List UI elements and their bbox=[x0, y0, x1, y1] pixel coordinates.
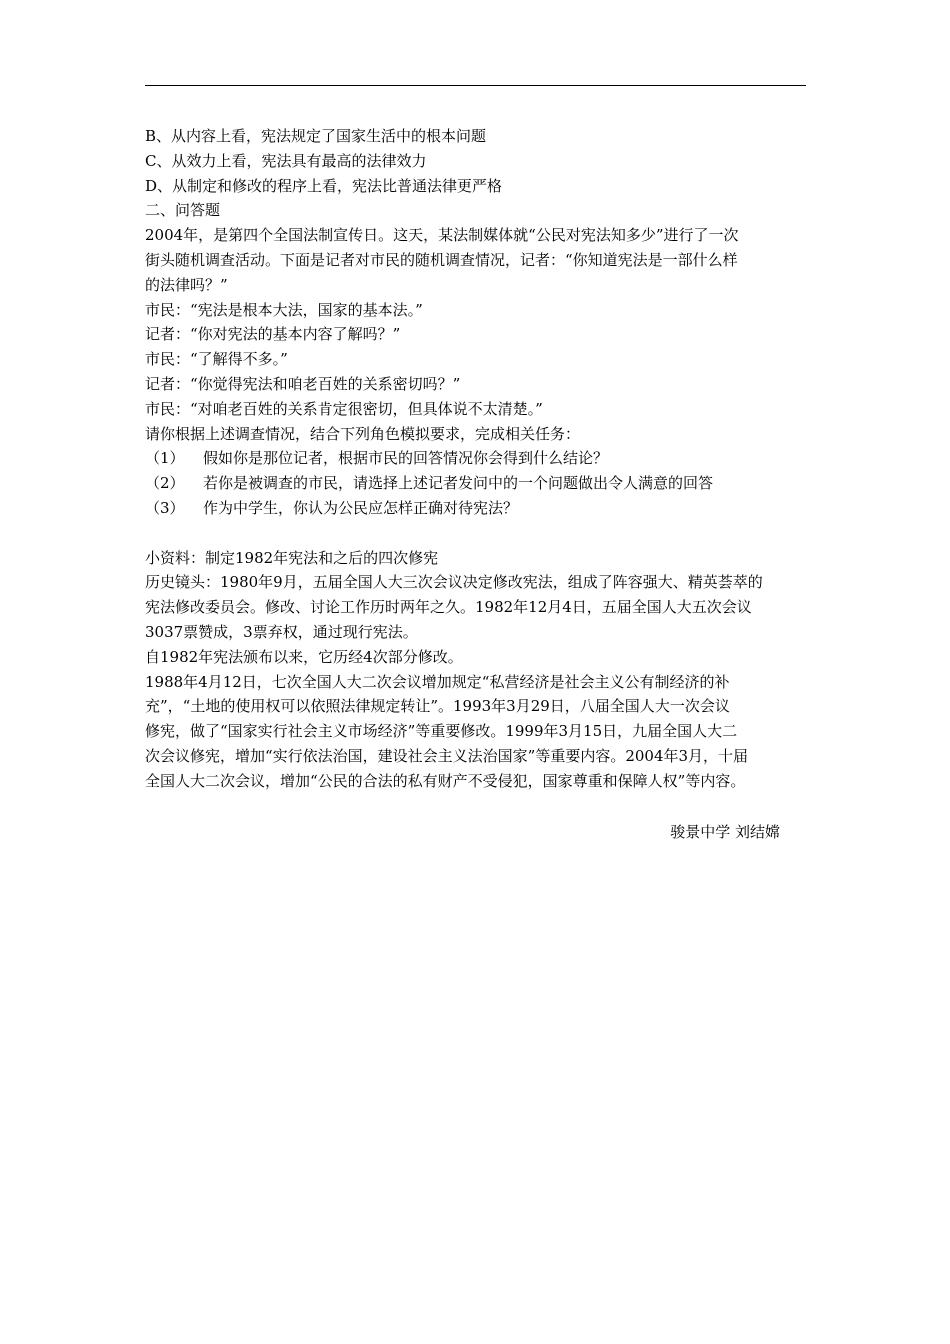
header-rule bbox=[145, 85, 806, 86]
material-title: 小资料：制定1982年宪法和之后的四次修宪 bbox=[145, 548, 439, 567]
task-text: 假如你是那位记者，根据市民的回答情况你会得到什么结论？ bbox=[203, 449, 609, 468]
section-title: 二、问答题 bbox=[145, 201, 221, 220]
question-intro-line: 2004年，是第四个全国法制宣传日。这天，某法制媒体就“公民对宪法知多少”进行了一次 bbox=[145, 226, 739, 245]
task-text: 若你是被调查的市民，请选择上述记者发问中的一个问题做出令人满意的回答 bbox=[203, 474, 714, 493]
dialogue-line: 记者：“你对宪法的基本内容了解吗？” bbox=[145, 325, 401, 344]
dialogue-line: 记者：“你觉得宪法和咱老百姓的关系密切吗？” bbox=[145, 374, 461, 393]
option-b: B、从内容上看，宪法规定了国家生活中的根本问题 bbox=[145, 127, 487, 145]
task-number: （1） bbox=[145, 449, 185, 468]
dialogue-line: 市民：“对咱老百姓的关系肯定很密切，但具体说不太清楚。” bbox=[145, 399, 543, 418]
question-intro-line: 街头随机调查活动。下面是记者对市民的随机调查情况，记者：“你知道宪法是一部什么样 bbox=[145, 250, 738, 269]
option-d: D、从制定和修改的程序上看，宪法比普通法律更严格 bbox=[145, 176, 503, 195]
task-item bbox=[145, 496, 820, 521]
task-number: （2） bbox=[145, 474, 185, 493]
author-signature: 骏景中学 刘结嫦 bbox=[670, 822, 780, 841]
material-line: 历史镜头：1980年9月，五届全国人大三次会议决定修改宪法，组成了阵容强大、精英荟萃的 bbox=[145, 573, 763, 592]
dialogue-line: 市民：“宪法是根本大法，国家的基本法。” bbox=[145, 300, 423, 319]
material-line: 3037票赞成，3票弃权，通过现行宪法。 bbox=[145, 622, 418, 641]
material-line: 宪法修改委员会。修改、讨论工作历时两年之久。1982年12月4日，五届全国人大五次会议 bbox=[145, 598, 752, 617]
task-number: （3） bbox=[145, 498, 185, 517]
material-line: 1988年4月12日，七次全国人大二次会议增加规定“私营经济是社会主义公有制经济的补 bbox=[145, 672, 730, 691]
material-line: 充”，“土地的使用权可以依照法律规定转让”。1993年3月29日，八届全国人大一次会议 bbox=[145, 697, 730, 716]
dialogue-line: 市民：“了解得不多。” bbox=[145, 350, 288, 369]
material-line: 修宪，做了“国家实行社会主义市场经济”等重要修改。1999年3月15日，九届全国人大二 bbox=[145, 722, 738, 741]
blank-line bbox=[145, 521, 820, 546]
question-intro-line: 的法律吗？” bbox=[145, 275, 228, 294]
task-item bbox=[145, 446, 820, 471]
material-line: 次会议修宪，增加“实行依法治国，建设社会主义法治国家”等重要内容。2004年3月，十届 bbox=[145, 746, 749, 765]
material-line: 自1982年宪法颁布以来，它历经4次部分修改。 bbox=[145, 647, 463, 666]
task-text: 作为中学生，你认为公民应怎样正确对待宪法？ bbox=[203, 498, 519, 517]
task-item bbox=[145, 471, 820, 496]
task-intro: 请你根据上述调查情况，结合下列角色模拟要求，完成相关任务： bbox=[145, 424, 581, 443]
document-body bbox=[145, 124, 820, 844]
option-c: C、从效力上看，宪法具有最高的法律效力 bbox=[145, 151, 427, 170]
material-line: 全国人大二次会议，增加“公民的合法的私有财产不受侵犯，国家尊重和保障人权”等内容。 bbox=[145, 771, 746, 790]
